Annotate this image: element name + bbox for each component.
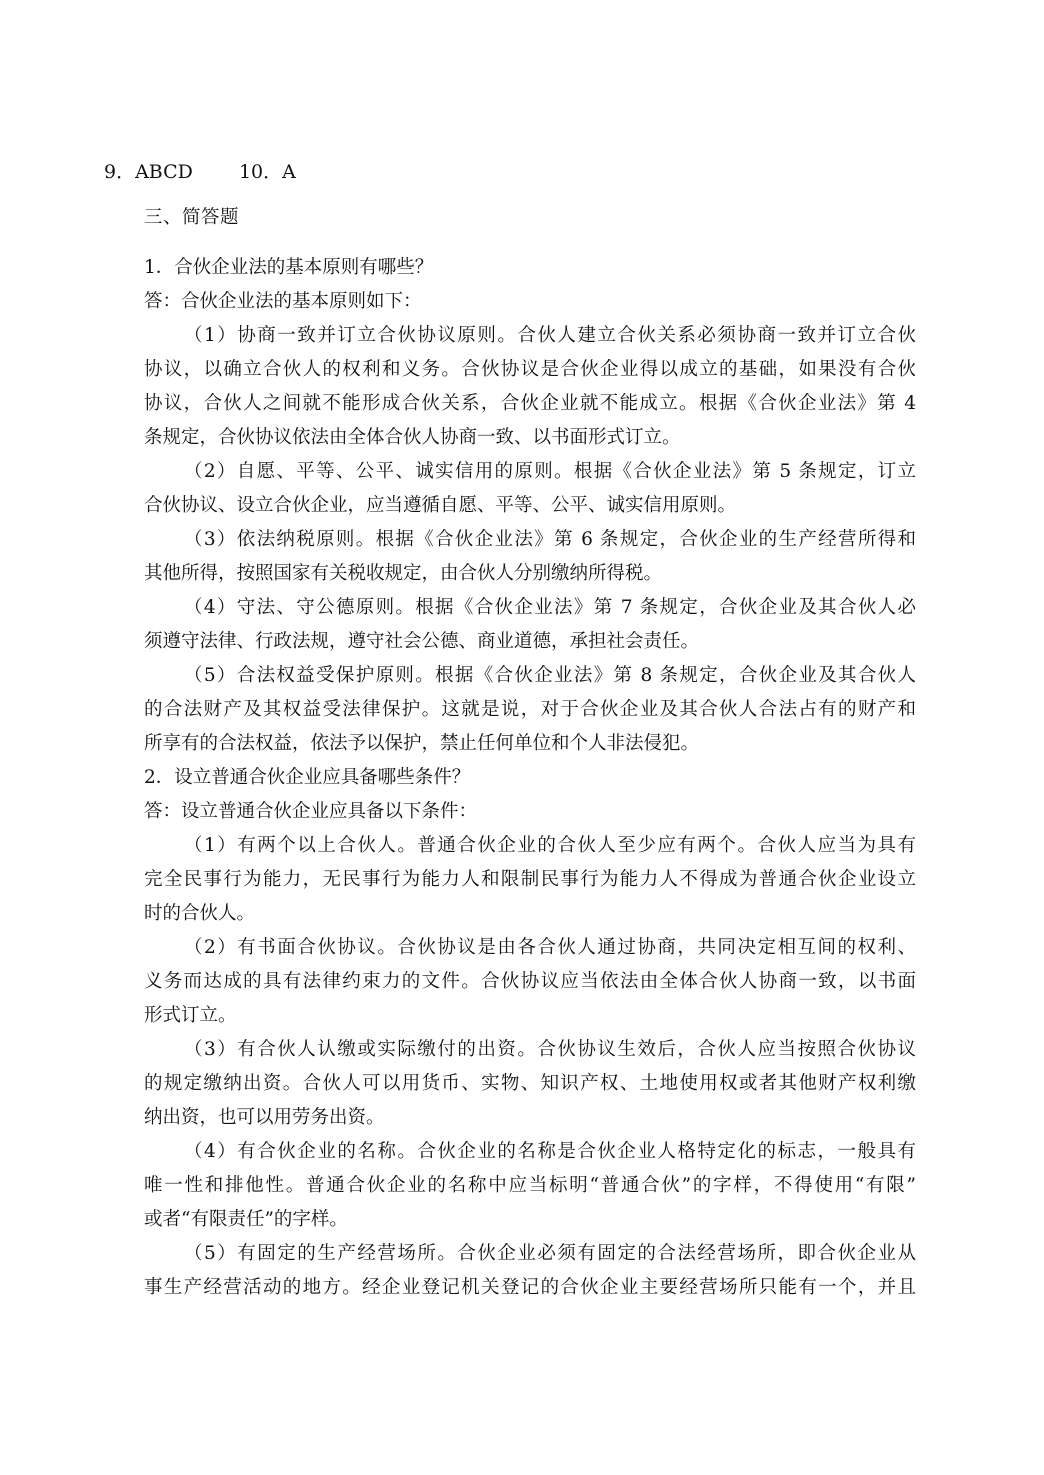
q1-paragraph-2 <box>104 455 916 523</box>
paragraph-line: （5）合法权益受保护原则。根据《合伙企业法》第 8 条规定，合伙企业及其合伙人 <box>184 665 916 686</box>
paragraph-line: （1）协商一致并订立合伙协议原则。合伙人建立合伙关系必须协商一致并订立合伙 <box>184 325 916 346</box>
paragraph-line: 的规定缴纳出资。合伙人可以用货币、实物、知识产权、土地使用权或者其他财产权利缴 <box>144 1073 916 1094</box>
paragraph-line: 唯一性和排他性。普通合伙企业的名称中应当标明“普通合伙”的字样，不得使用“有限” <box>144 1175 916 1196</box>
q1-paragraph-5 <box>104 659 916 761</box>
paragraph-line: 协议，以确立合伙人的权利和义务。合伙协议是合伙企业得以成立的基础，如果没有合伙 <box>144 359 916 380</box>
paragraph-line: （2）自愿、平等、公平、诚实信用的原则。根据《合伙企业法》第 5 条规定，订立 <box>184 461 916 482</box>
q2-paragraph-5 <box>104 1237 916 1305</box>
paragraph-line: （3）依法纳税原则。根据《合伙企业法》第 6 条规定，合伙企业的生产经营所得和 <box>184 529 916 550</box>
paragraph-line: （4）守法、守公德原则。根据《合伙企业法》第 7 条规定，合伙企业及其合伙人必 <box>184 597 916 618</box>
paragraph-line: 其他所得，按照国家有关税收规定，由合伙人分别缴纳所得税。 <box>144 563 663 584</box>
q1-paragraph-4 <box>104 591 916 659</box>
paragraph-line: （3）有合伙人认缴或实际缴付的出资。合伙协议生效后，合伙人应当按照合伙协议 <box>184 1039 916 1060</box>
answer-1-intro: 答：合伙企业法的基本原则如下： <box>144 291 422 312</box>
question-2: 2．设立普通合伙企业应具备哪些条件？ <box>144 767 471 788</box>
q2-paragraph-4 <box>104 1135 916 1237</box>
q2-paragraph-3 <box>104 1033 916 1135</box>
paragraph-line: 义务而达成的具有法律约束力的文件。合伙协议应当依法由全体合伙人协商一致，以书面 <box>144 971 916 992</box>
paragraph-line: 事生产经营活动的地方。经企业登记机关登记的合伙企业主要经营场所只能有一个，并且 <box>144 1277 916 1298</box>
paragraph-line: 所享有的合法权益，依法予以保护，禁止任何单位和个人非法侵犯。 <box>144 733 700 754</box>
answer-key-row <box>104 155 916 189</box>
paragraph-line: 或者“有限责任”的字样。 <box>144 1209 348 1230</box>
paragraph-line: 时的合伙人。 <box>144 903 256 924</box>
paragraph-line: 须遵守法律、行政法规，遵守社会公德、商业道德，承担社会责任。 <box>144 631 700 652</box>
answer-10: 10．A <box>238 161 296 183</box>
paragraph-line: 合伙协议、设立合伙企业，应当遵循自愿、平等、公平、诚实信用原则。 <box>144 495 737 516</box>
section-heading: 三、简答题 <box>144 207 240 228</box>
paragraph-line: （5）有固定的生产经营场所。合伙企业必须有固定的合法经营场所，即合伙企业从 <box>184 1243 916 1264</box>
paragraph-line: （4）有合伙企业的名称。合伙企业的名称是合伙企业人格特定化的标志，一般具有 <box>184 1141 916 1162</box>
q2-paragraph-1 <box>104 829 916 931</box>
paragraph-line: （2）有书面合伙协议。合伙协议是由各合伙人通过协商，共同决定相互间的权利、 <box>184 937 916 958</box>
paragraph-line: 完全民事行为能力，无民事行为能力人和限制民事行为能力人不得成为普通合伙企业设立 <box>144 869 916 890</box>
q1-paragraph-3 <box>104 523 916 591</box>
paragraph-line: 协议，合伙人之间就不能形成合伙关系，合伙企业就不能成立。根据《合伙企业法》第 4 <box>144 393 916 414</box>
paragraph-line: （1）有两个以上合伙人。普通合伙企业的合伙人至少应有两个。合伙人应当为具有 <box>184 835 916 856</box>
paragraph-line: 的合法财产及其权益受法律保护。这就是说，对于合伙企业及其合伙人合法占有的财产和 <box>144 699 916 720</box>
document-page <box>104 155 916 1305</box>
paragraph-line: 条规定，合伙协议依法由全体合伙人协商一致、以书面形式订立。 <box>144 427 681 448</box>
q2-paragraph-2 <box>104 931 916 1033</box>
question-1: 1．合伙企业法的基本原则有哪些？ <box>144 257 434 278</box>
paragraph-line: 形式订立。 <box>144 1005 237 1026</box>
answer-9: 9．ABCD <box>104 161 193 183</box>
q1-paragraph-1 <box>104 319 916 455</box>
paragraph-line: 纳出资，也可以用劳务出资。 <box>144 1107 385 1128</box>
answer-2-intro: 答：设立普通合伙企业应具备以下条件： <box>144 801 478 822</box>
